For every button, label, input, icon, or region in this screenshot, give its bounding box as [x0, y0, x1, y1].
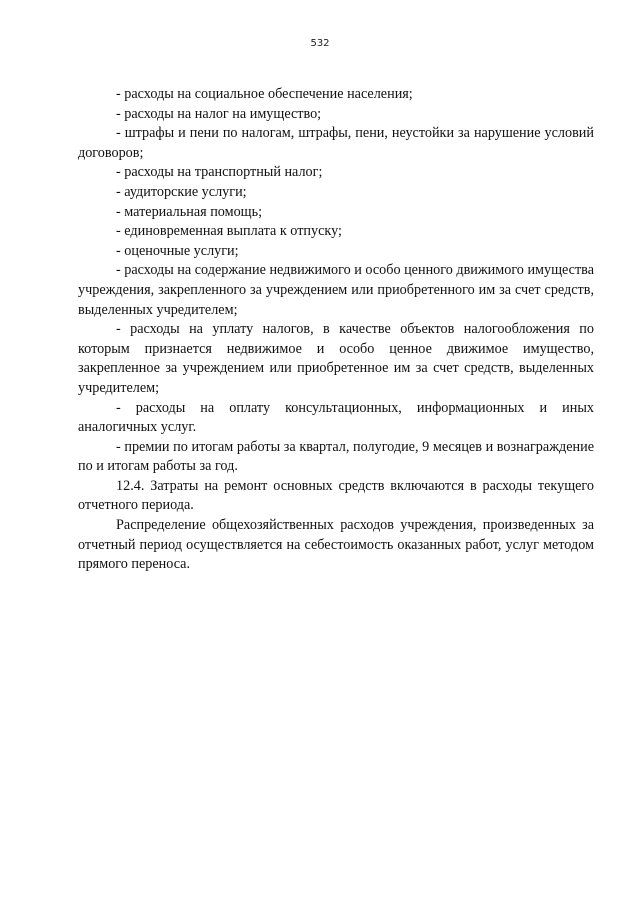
paragraph: - расходы на транспортный налог; [116, 164, 323, 181]
paragraph: 12.4. Затраты на ремонт основных средств включаются в расходы текущего отчетного периода. [78, 477, 594, 514]
paragraph: - премии по итогам работы за квартал, полугодие, 9 месяцев и вознаграждение по и итогам работы за год. [78, 438, 594, 475]
paragraph: - расходы на уплату налогов, в качестве объектов налогообложения по которым признается недвижимое и особо ценное движимое имущество, закрепленное за учреждением или приобретенное им за счет средств, выделенных учредителем; [78, 321, 594, 396]
paragraph: - расходы на налог на имущество; [116, 105, 322, 122]
paragraph: Распределение общехозяйственных расходов учреждения, произведенных за отчетный период осуществляется на себестоимость оказанных работ, услуг методом прямого переноса. [78, 517, 594, 573]
paragraph: - аудиторские услуги; [116, 183, 247, 200]
paragraph: - расходы на социальное обеспечение населения; [116, 86, 413, 102]
paragraph: - оценочные услуги; [116, 242, 239, 259]
paragraph: - расходы на оплату консультационных, информационных и иных аналогичных услуг. [78, 399, 594, 436]
document-body [78, 85, 594, 575]
paragraph: - штрафы и пени по налогам, штрафы, пени, неустойки за нарушение условий договоров; [78, 125, 594, 161]
paragraph: - материальная помощь; [116, 203, 263, 220]
paragraph: - расходы на содержание недвижимого и особо ценного движимого имущества учреждения, закрепленного за учреждением или приобретенного им за счет средств, выделенных учредителем; [78, 262, 594, 318]
page-number: 532 [310, 38, 330, 49]
paragraph: - единовременная выплата к отпуску; [116, 223, 342, 240]
